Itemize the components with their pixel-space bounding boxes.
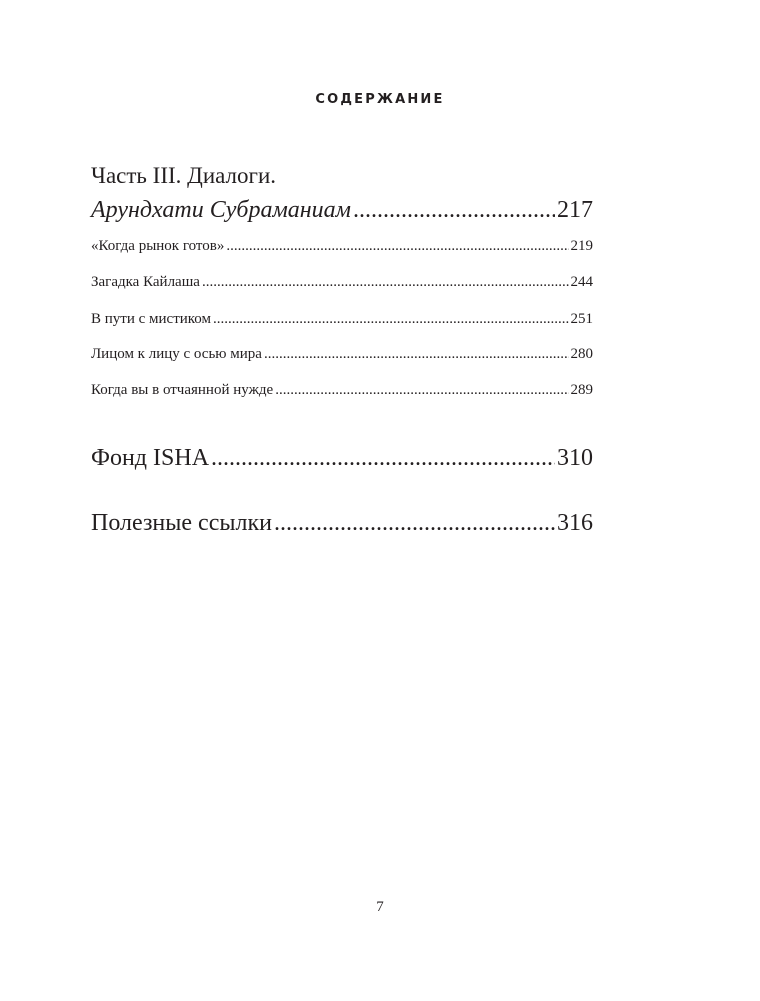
toc-entry[interactable] xyxy=(91,238,593,255)
dot-leader xyxy=(264,346,569,363)
toc-entry-page: 289 xyxy=(570,382,593,398)
toc-entry[interactable] xyxy=(91,382,593,399)
toc-entry-page: 251 xyxy=(570,311,593,327)
toc-entry-title: Лицом к лицу с осью мира xyxy=(91,346,262,362)
toc-entry-page: 310 xyxy=(557,445,593,471)
toc-entry-isha-foundation[interactable] xyxy=(91,445,593,472)
toc-entry-part-dialogues[interactable] xyxy=(91,197,593,224)
toc-entry-page: 217 xyxy=(557,197,593,223)
toc-entry[interactable] xyxy=(91,274,593,291)
part-title: Часть III. Диалоги. xyxy=(91,163,277,188)
toc-entry-title: «Когда рынок готов» xyxy=(91,238,225,254)
dot-leader xyxy=(226,238,568,255)
toc-entry-page: 219 xyxy=(570,238,593,254)
dot-leader xyxy=(275,382,568,399)
dot-leader xyxy=(274,510,555,537)
toc-entry-title: Когда вы в отчаянной нужде xyxy=(91,382,274,398)
toc-entry-title: В пути с мистиком xyxy=(91,311,212,327)
toc-entry-page: 280 xyxy=(570,346,593,362)
toc-entry[interactable] xyxy=(91,346,593,363)
dot-leader xyxy=(202,274,569,291)
dot-leader xyxy=(213,311,568,328)
toc-entry-page: 316 xyxy=(557,510,593,536)
page-number: 7 xyxy=(376,899,384,915)
toc-entry-page: 244 xyxy=(570,274,593,290)
toc-entry-title: Загадка Кайлаша xyxy=(91,274,200,290)
dot-leader xyxy=(353,197,555,224)
dot-leader xyxy=(211,445,555,472)
toc-entry-useful-links[interactable] xyxy=(91,510,593,537)
toc-header: СОДЕРЖАНИЕ xyxy=(315,92,445,107)
toc-entry-title: Полезные ссылки xyxy=(91,510,272,536)
toc-entry-title: Арундхати Субраманиам xyxy=(91,197,351,223)
toc-entry-title: Фонд ISHA xyxy=(91,445,210,471)
toc-entry[interactable] xyxy=(91,311,593,328)
